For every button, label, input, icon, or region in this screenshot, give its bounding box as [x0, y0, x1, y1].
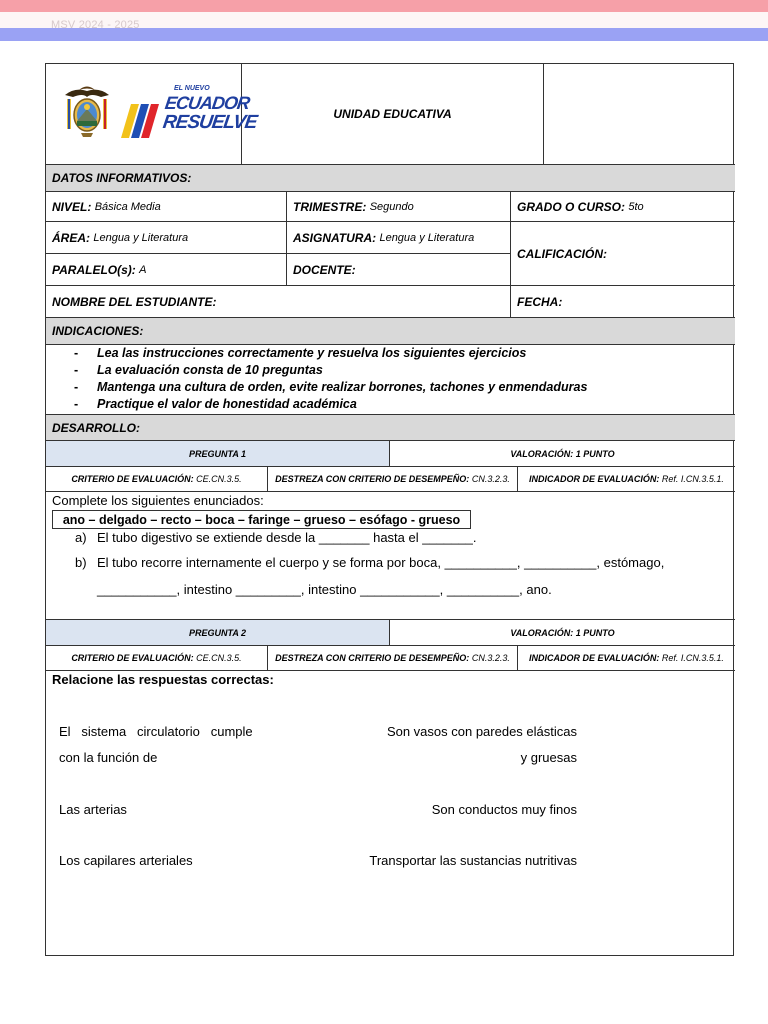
pregunta-1-destreza: DESTREZA CON CRITERIO DE DESEMPEÑO: CN.3.2.3.: [275, 474, 510, 484]
pregunta-2-indicador: INDICADOR DE EVALUACIÓN: Ref. I.CN.3.5.1.: [529, 653, 724, 663]
calificacion-field: CALIFICACIÓN:: [517, 246, 607, 261]
paralelo-field: PARALELO(s): A: [52, 262, 147, 277]
indicacion-item: Mantenga una cultura de orden, evite realizar borrones, tachones y enmendaduras: [97, 380, 588, 394]
ecuador-coat-of-arms-icon: [61, 81, 113, 139]
match-right-1-line-1: Son vasos con paredes elásticas: [386, 724, 577, 739]
logo-text-sub: RESUELVE: [161, 112, 258, 133]
grado-field: GRADO O CURSO: 5to: [517, 199, 644, 214]
ecuador-resuelve-logo: [119, 82, 258, 140]
item-a-marker: a): [75, 530, 87, 545]
match-left-1-line-1: El sistema circulatorio cumple: [59, 724, 253, 739]
item-b-line-2: ___________, intestino _________, intestino ___________, __________, ano.: [97, 582, 552, 597]
match-right-3: Transportar las sustancias nutritivas: [369, 853, 577, 868]
pregunta-1-instruction: Complete los siguientes enunciados:: [52, 493, 264, 508]
nombre-estudiante-field: NOMBRE DEL ESTUDIANTE:: [52, 294, 217, 309]
desarrollo-heading: DESARROLLO:: [46, 415, 735, 440]
match-right-2: Son conductos muy finos: [431, 802, 577, 817]
fecha-field: FECHA:: [517, 294, 563, 309]
datos-informativos-heading: DATOS INFORMATIVOS:: [46, 165, 735, 191]
pregunta-2-instruction: Relacione las respuestas correctas:: [52, 672, 274, 687]
logo-text-main: ECUADOR: [163, 93, 251, 113]
nivel-field: NIVEL: Básica Media: [52, 199, 161, 214]
match-left-1-line-2: con la función de: [59, 750, 158, 765]
match-left-2: Las arterias: [59, 802, 127, 817]
item-b-marker: b): [75, 555, 87, 570]
indicacion-item: Practique el valor de honestidad académica: [97, 397, 357, 411]
indicacion-item: La evaluación consta de 10 preguntas: [97, 363, 323, 377]
indicacion-item: Lea las instrucciones correctamente y resuelva los siguientes ejercicios: [97, 346, 527, 360]
pregunta-2-criterio: CRITERIO DE EVALUACIÓN: CE.CN.3.5.: [71, 653, 242, 663]
logo-text-top: EL NUEVO: [174, 85, 210, 92]
pregunta-2-destreza: DESTREZA CON CRITERIO DE DESEMPEÑO: CN.3.2.3.: [275, 653, 510, 663]
pregunta-2-label: PREGUNTA 2: [46, 620, 389, 645]
pregunta-1-indicador: INDICADOR DE EVALUACIÓN: Ref. I.CN.3.5.1.: [529, 474, 724, 484]
header-stripe-red: [0, 0, 768, 12]
item-b-line-1: El tubo recorre internamente el cuerpo y se forma por boca, __________, __________, estómago,: [97, 555, 665, 570]
word-bank-box: ano – delgado – recto – boca – faringe – grueso – esófago - grueso: [52, 510, 471, 529]
pregunta-1-criterio: CRITERIO DE EVALUACIÓN: CE.CN.3.5.: [71, 474, 242, 484]
docente-field: DOCENTE:: [293, 262, 356, 277]
asignatura-field: ASIGNATURA: Lengua y Literatura: [293, 230, 475, 245]
pregunta-1-label: PREGUNTA 1: [46, 441, 389, 466]
pregunta-2-valoracion: VALORACIÓN: 1 PUNTO: [510, 627, 615, 638]
match-left-3: Los capilares arteriales: [59, 853, 193, 868]
watermark: MSV 2024 - 2025: [51, 19, 140, 31]
exam-sheet: EL NUEVO ECUADOR RESUELVE UNIDAD EDUCATIVA DATOS INFORMATIVOS: NIVEL: Básica Media TRIMESTRE: Segundo GRADO O CURSO: 5to ÁREA: Lengua y Literatura ASIGNATURA: Lengua y Literatura CALIFICACIÓN: PARALELO(s): A DOCENTE: NOMBRE DEL ESTUDIANTE: FECHA: INDICACIONES: - Lea las instrucciones correctamente y resuelva los siguientes ejercicios - La evaluación consta de 10 preguntas - Mantenga una cultura de orden, evite realizar borrones, tachones y enmendaduras - Practique el valor de honestidad académica DESARROLLO: PREGUNTA 1 VALORACIÓN: 1 PUNTO CRITERIO DE EVALUACIÓN: CE.CN.3.5. DESTREZA CON CRITERIO DE DESEMPEÑO: CN.3.2.3. INDICADOR DE EVALUACIÓN: Ref. I.CN.3.5.1. Complete los siguientes enunciados: ano – delgado – recto – boca – faringe – grueso – esófago - grueso a) El tubo digestivo se extiende desde la _______ hasta el _______. b) El tubo recorre internamente el cuerpo y se forma por boca, __________, __________, estómago, ___________, intestino _________, intestino ___________, __________, ano. PREGUNTA 2 VALORACIÓN: 1 PUNTO CRITERIO DE EVALUACIÓN: CE.CN.3.5. DESTREZA CON CRITERIO DE DESEMPEÑO: CN.3.2.3. INDICADOR DE EVALUACIÓN: Ref. I.CN.3.5.1. Relacione las respuestas correctas: El sistema circulatorio cumple con la función de Las arterias Los capilares arteriales Son vasos con paredes elásticas y gruesas Son conductos muy finos Transportar las sustancias nutritivas: [45, 63, 734, 956]
indicaciones-heading: INDICACIONES:: [46, 318, 735, 344]
pregunta-1-valoracion: VALORACIÓN: 1 PUNTO: [510, 448, 615, 459]
match-right-1-line-2: y gruesas: [520, 750, 577, 765]
item-a-text: El tubo digestivo se extiende desde la _______ hasta el _______.: [97, 530, 477, 545]
school-name-label: UNIDAD EDUCATIVA: [333, 107, 452, 121]
area-field: ÁREA: Lengua y Literatura: [52, 230, 189, 245]
trimestre-field: TRIMESTRE: Segundo: [293, 199, 414, 214]
